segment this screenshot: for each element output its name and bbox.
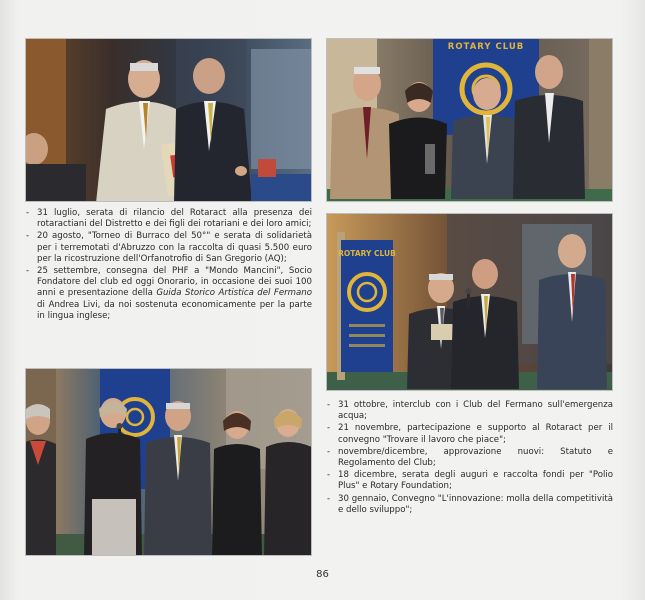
list-item: - 31 luglio, serata di rilancio del Rotaract alla presenza dei rotaractiani del Distretto e dei figli dei rotariani e dei loro amici;: [25, 208, 312, 230]
book-title: Guida Storico Artistica del Fermano: [156, 288, 312, 299]
list-item: - 21 novembre, partecipazione e supporto al Rotaract per il convegno "Trovare il lavoro che piace";: [326, 423, 613, 445]
page-number: 86: [316, 569, 329, 580]
photo-rotary-banner-group-image: [327, 39, 613, 202]
photo-plaque-presentation-image: [26, 39, 312, 202]
photo-speech-group: [25, 368, 312, 556]
list-item: - 20 agosto, "Torneo di Burraco del 50°" e serata di solidarietà per i terremotati d'Abruzzo con la raccolta di quasi 5.500 euro per la ricostruzione dell'Orfanotrofio di San Gregorio (AQ);: [25, 231, 312, 265]
list-item: - 31 ottobre, interclub con i Club del Fermano sull'emergenza acqua;: [326, 400, 613, 422]
list-item: - 30 gennaio, Convegno "L'innovazione: molla della competitività e dello sviluppo";: [326, 494, 613, 516]
photo-rotary-banner-group: [326, 38, 613, 202]
list-item: - novembre/dicembre, approvazione nuovi: Statuto e Regolamento del Club;: [326, 447, 613, 469]
rotary-banner-text: ROTARY CLUB: [338, 249, 396, 258]
rotary-banner: [341, 240, 393, 372]
photo-interclub-banner: [326, 213, 613, 391]
list-item-text: 25 settembre, consegna del PHF a "Mondo Mancini", Socio Fondatore del club ed oggi Onorario, in occasione dei suoi 100 anni e presentazione della: [37, 266, 312, 299]
left-event-list: [25, 208, 312, 323]
right-event-list: [326, 400, 613, 517]
list-item-text: di Andrea Livi, da noi sostenuta economicamente per la parte in lingua inglese;: [37, 299, 312, 321]
list-item: - 18 dicembre, serata degli auguri e raccolta fondi per "Polio Plus" e Rotary Foundation;: [326, 470, 613, 492]
photo-plaque-presentation: [25, 38, 312, 202]
rotary-banner-text: ROTARY CLUB: [447, 42, 525, 52]
list-item: [25, 266, 312, 322]
photo-interclub-banner-image: [327, 214, 613, 391]
photo-speech-group-image: [26, 369, 312, 556]
